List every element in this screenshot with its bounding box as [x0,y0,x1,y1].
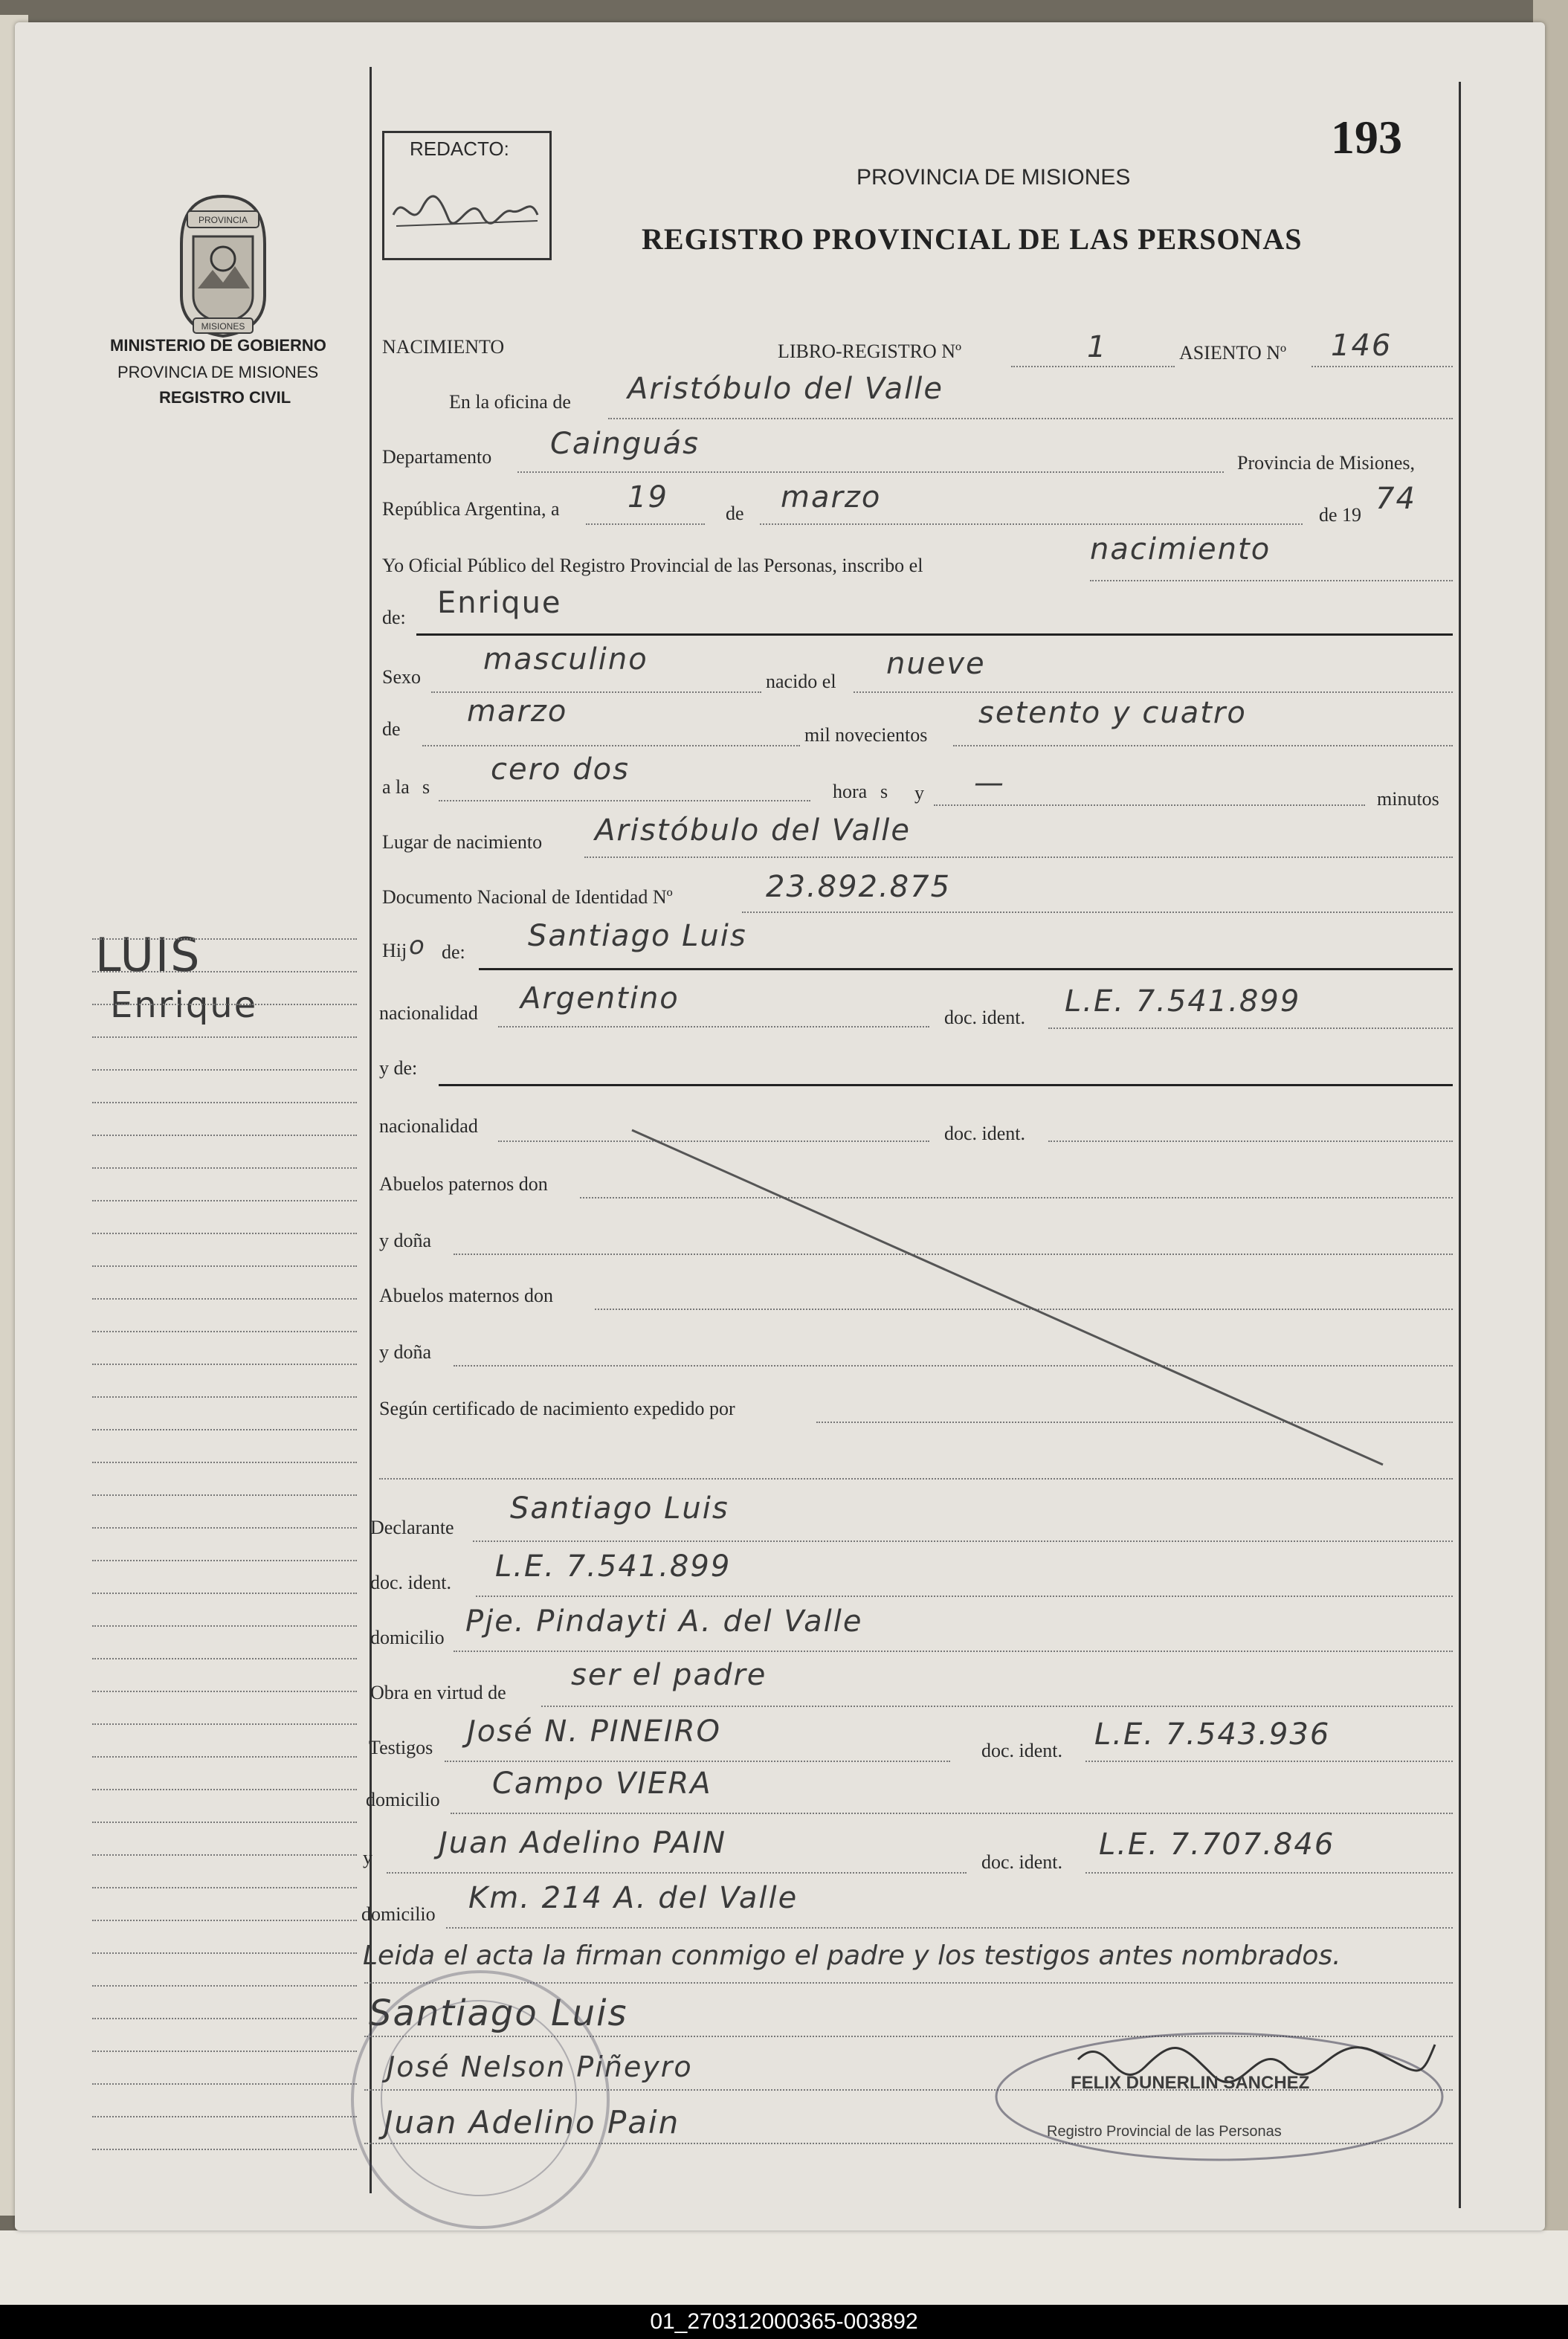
margin-dotted-line [92,1985,357,1987]
hora-suffix: s [880,781,888,802]
margin-dotted-line [92,1233,357,1234]
margin-dotted-line [92,1200,357,1201]
margin-dotted-line [92,1658,357,1659]
margin-dotted-line [92,1920,357,1921]
y-label: y [914,782,924,804]
dom-testigo-1-value: Campo VIERA [492,1767,712,1801]
provincial-seal-icon [171,192,275,341]
sexo-line [431,691,761,693]
declarante-value: Santiago Luis [510,1491,729,1526]
dom-testigo-1-label: domicilio [366,1789,440,1810]
margin-dotted-line [92,1396,357,1398]
dom-testigo-2-label: domicilio [361,1903,436,1925]
margin-dotted-line [92,2149,357,2150]
margin-dotted-line [92,1167,357,1169]
margin-dotted-line [92,2116,357,2117]
lugar-line [584,856,1453,858]
margin-note-name: Enrique [110,984,258,1026]
oficina-line [608,418,1453,419]
sexo-value: masculino [483,642,648,677]
province-title: PROVINCIA DE MISIONES [856,165,1131,190]
doc-testigo-1-value: L.E. 7.543.936 [1094,1717,1331,1752]
margin-rule [370,67,372,2193]
nacido-mes-line [422,745,800,746]
hijo-label: Hij [382,940,407,961]
minutos-value: — [974,766,1005,800]
margin-dotted-line [92,1265,357,1267]
official-name: FELIX DUNERLIN SANCHEZ [1071,2073,1310,2093]
hijo-de-label: de: [442,941,465,963]
nac-padre-value: Argentino [520,981,680,1016]
nacido-mes-value: marzo [467,694,568,729]
doc-testigo-1-line [1085,1761,1453,1762]
signature-testigo-1: José Nelson Piñeyro [387,2051,693,2083]
acto-line [1090,580,1453,581]
image-id-bar: 01_270312000365-003892 [0,2305,1568,2339]
dom-testigo-1-line [451,1813,1453,1814]
margin-dotted-line [92,1560,357,1561]
testigos-label: Testigos [369,1737,433,1758]
de-colon-label: de: [382,607,406,628]
margin-dotted-line [92,2083,357,2085]
dom-testigo-2-line [446,1927,1453,1929]
asiento-value: 146 [1331,329,1393,363]
oficina-label: En la oficina de [449,391,571,413]
nacionalidad-2-label: nacionalidad [379,1115,478,1137]
margin-dotted-line [92,1429,357,1430]
nacido-dia-line [854,691,1453,693]
domicilio-value: Pje. Pindayti A. del Valle [465,1604,863,1639]
y-2-label: y [363,1847,372,1868]
lugar-value: Aristóbulo del Valle [595,813,911,848]
departamento-value: Cainguás [550,427,700,461]
margin-dotted-line [92,1135,357,1136]
obra-value: ser el padre [571,1658,767,1692]
padre-value: Santiago Luis [528,919,747,953]
minutos-label: minutos [1377,788,1439,810]
nombre-line [416,633,1453,636]
margin-dotted-line [92,2051,357,2052]
hora-line [439,800,810,801]
closing-statement: Leida el acta la firman conmigo el padre y los testigos antes nombrados. [363,1940,1341,1971]
redacto-signature [389,185,545,245]
margin-dotted-line [92,1494,357,1496]
domicilio-label: domicilio [370,1627,445,1648]
margin-dotted-line [92,1036,357,1038]
doc-declarante-line [476,1596,1453,1597]
register-page [15,22,1545,2230]
testigo-1-line [445,1761,950,1762]
padre-line [479,968,1453,970]
minutos-line [934,804,1365,806]
signature-declarante: Santiago Luis [369,1993,628,2034]
doc-testigo-2-label: doc. ident. [981,1851,1063,1873]
y-de-label: y de: [379,1057,418,1079]
margin-dotted-line [92,1756,357,1758]
testigo-2-value: Juan Adelino PAIN [439,1826,727,1860]
official-role: Registro Provincial de las Personas [1047,2123,1282,2140]
signature-testigo-2: Juan Adelino Pain [384,2104,680,2140]
registry-title: REGISTRO PROVINCIAL DE LAS PERSONAS [642,222,1303,256]
margin-dotted-line [92,1952,357,1954]
hora-value: cero dos [491,752,630,787]
mil-novecientos-label: mil novecientos [804,724,928,746]
doc-testigo-1-label: doc. ident. [981,1740,1063,1761]
nacionalidad-label: nacionalidad [379,1002,478,1024]
seal-top-text: PROVINCIA [198,215,248,225]
margin-dotted-line [92,1789,357,1790]
abuelos-paternos-label: Abuelos paternos don [379,1173,548,1195]
nac-padre-line [498,1026,929,1027]
dia-value: 19 [627,480,668,514]
a-la-label: a la [382,776,410,798]
lugar-label: Lugar de nacimiento [382,831,543,853]
de-label: de [726,503,744,524]
testigo-2-line [387,1872,967,1874]
y-dona-1-label: y doña [379,1230,432,1251]
round-stamp-left-inner [381,2000,577,2196]
sexo-label: Sexo [382,666,421,688]
oficina-value: Aristóbulo del Valle [627,372,943,406]
mes-line [760,523,1303,525]
cancel-stroke [610,1115,1398,1487]
declarante-line [473,1540,1453,1542]
provincia-suffix: Provincia de Misiones, [1237,452,1416,474]
margin-dotted-line [92,1723,357,1725]
redacto-box [382,131,552,260]
anio-label: de 19 [1319,504,1362,526]
seal-bottom-text: MISIONES [201,321,245,332]
oficial-text: Yo Oficial Público del Registro Provincial de las Personas, inscribo el [382,555,923,576]
margin-dotted-line [92,1822,357,1823]
obra-label: Obra en virtud de [370,1682,506,1703]
page-beneath [0,2230,1568,2305]
testigo-1-value: José N. PINEIRO [467,1714,721,1749]
page-number: 193 [1331,111,1402,164]
margin-dotted-line [92,1593,357,1594]
obra-line [541,1706,1453,1707]
hora-label: hora [833,781,868,802]
margin-dotted-line [92,1887,357,1888]
doc-declarante-value: L.E. 7.541.899 [495,1549,732,1584]
doc-padre-line [1048,1027,1453,1029]
nacido-anio-line [953,745,1453,746]
mes-value: marzo [781,480,882,514]
libro-label: LIBRO-REGISTRO Nº [778,341,962,362]
margin-dotted-line [92,1527,357,1529]
hijo-suffix: o [409,931,426,961]
nacido-anio-value: setento y cuatro [978,696,1247,730]
doc-testigo-2-value: L.E. 7.707.846 [1099,1827,1335,1862]
abuelos-maternos-label: Abuelos maternos don [379,1285,553,1306]
margin-dotted-line [92,1364,357,1365]
doc-declarante-label: doc. ident. [370,1572,452,1593]
doc-padre-value: L.E. 7.541.899 [1065,984,1301,1019]
acto-value: nacimiento [1090,532,1271,567]
y-dona-2-label: y doña [379,1341,432,1363]
registro-civil-label: REGISTRO CIVIL [159,388,291,407]
redacto-label: REDACTO: [410,138,509,160]
doc-ident-label: doc. ident. [944,1007,1026,1028]
asiento-line [1311,366,1453,367]
nacido-dia-value: nueve [886,647,986,681]
margin-dotted-line [92,938,357,940]
domicilio-line [454,1651,1453,1652]
right-rule [1459,82,1461,2208]
dni-label: Documento Nacional de Identidad Nº [382,886,673,908]
margin-dotted-line [92,1069,357,1071]
asiento-label: ASIENTO Nº [1179,342,1287,364]
ministry-label: MINISTERIO DE GOBIERNO [110,336,326,355]
nombre-value: Enrique [437,586,562,620]
departamento-label: Departamento [382,446,492,468]
margin-dotted-line [92,1691,357,1692]
declarante-label: Declarante [370,1517,454,1538]
certificado-label: Según certificado de nacimiento expedido por [379,1398,735,1419]
madre-line [439,1084,1453,1086]
nacido-label: nacido el [766,671,836,692]
record-type: NACIMIENTO [382,336,505,358]
libro-line [1011,366,1175,367]
margin-dotted-line [92,1462,357,1463]
margin-dotted-line [92,1625,357,1627]
province-label: PROVINCIA DE MISIONES [117,363,319,381]
dni-line [742,912,1453,913]
margin-dotted-line [92,971,357,972]
margin-dotted-line [92,1298,357,1300]
margin-dotted-line [92,1102,357,1103]
republica-label: República Argentina, a [382,498,560,520]
anio-value: 74 [1375,482,1416,516]
doc-testigo-2-line [1085,1872,1453,1874]
dni-value: 23.892.875 [766,870,952,904]
dia-line [586,523,705,525]
margin-dotted-line [92,1331,357,1332]
libro-value: 1 [1087,330,1108,364]
margin-note-surname: LUIS [95,928,201,982]
a-la-suffix: s [422,776,430,798]
doc-ident-2-label: doc. ident. [944,1123,1026,1144]
dom-testigo-2-value: Km. 214 A. del Valle [468,1881,798,1915]
departamento-line [517,471,1224,473]
margin-dotted-line [92,1004,357,1005]
official-signature [989,2015,1465,2178]
margin-dotted-line [92,2018,357,2019]
de-label-2: de [382,718,401,740]
margin-dotted-line [92,1854,357,1856]
